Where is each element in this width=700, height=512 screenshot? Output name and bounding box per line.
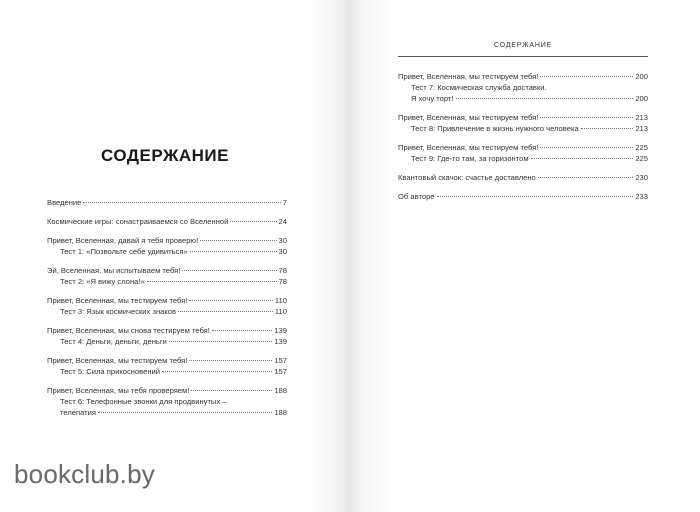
toc-entry: Привет, Вселенная, мы тестируем тебя! 200 xyxy=(398,72,648,81)
toc-entry: Привет, Вселенная, мы тестируем тебя! 157 xyxy=(47,356,287,365)
toc-entry: Привет, Вселенная, мы тебя проверяем! 188 xyxy=(47,386,287,395)
toc-entry: Космические игры: сонастраиваемся со Вселенной 24 xyxy=(47,217,287,226)
toc-subentry: Тест 7: Космическая служба доставки. xyxy=(411,83,547,92)
toc-entry: Об авторе 233 xyxy=(398,192,648,201)
toc-subentry-continued: Я хочу торт! 200 xyxy=(411,94,648,103)
running-head-rule xyxy=(398,56,648,57)
toc-subentry: Тест 9: Где-то там, за горизонтом 225 xyxy=(411,154,648,163)
toc-entry: Привет, Вселенная, мы снова тестируем тебя! 139 xyxy=(47,326,287,335)
toc-title: СОДЕРЖАНИЕ xyxy=(101,146,229,165)
toc-subentry: Тест 3: Язык космических знаков 110 xyxy=(60,307,287,316)
toc-entry: Привет, Вселенная, давай я тебя проверю! 30 xyxy=(47,236,287,245)
running-head: СОДЕРЖАНИЕ xyxy=(493,42,553,49)
toc-left xyxy=(47,197,287,418)
toc-subentry: Тест 8: Привлечение в жизнь нужного человека 213 xyxy=(411,124,648,133)
toc-right xyxy=(398,71,648,202)
toc-subentry-continued: телепатия 188 xyxy=(60,408,287,417)
toc-subentry: Тест 2: «Я вижу слона!» 78 xyxy=(60,277,287,286)
toc-entry: Квантовый скачок: счастье доставлено 230 xyxy=(398,173,648,182)
toc-subentry: Тест 4: Деньги, деньги, деньги 139 xyxy=(60,337,287,346)
toc-subentry: Тест 1: «Позвольте себе удивиться» 30 xyxy=(60,247,287,256)
toc-subentry: Тест 6: Телефонные звонки для продвинутых – xyxy=(60,397,227,406)
toc-entry: Введение 7 xyxy=(47,198,287,207)
toc-subentry: Тест 5: Сила прикосновений 157 xyxy=(60,367,287,376)
toc-entry: Эй, Вселенная, мы испытываем тебя! 78 xyxy=(47,266,287,275)
toc-entry: Привет, Вселенная, мы тестируем тебя! 110 xyxy=(47,296,287,305)
toc-entry: Привет, Вселенная, мы тестируем тебя! 225 xyxy=(398,143,648,152)
toc-entry: Привет, Вселенная, мы тестируем тебя! 213 xyxy=(398,113,648,122)
watermark-logo: bookclub.by xyxy=(14,459,155,489)
